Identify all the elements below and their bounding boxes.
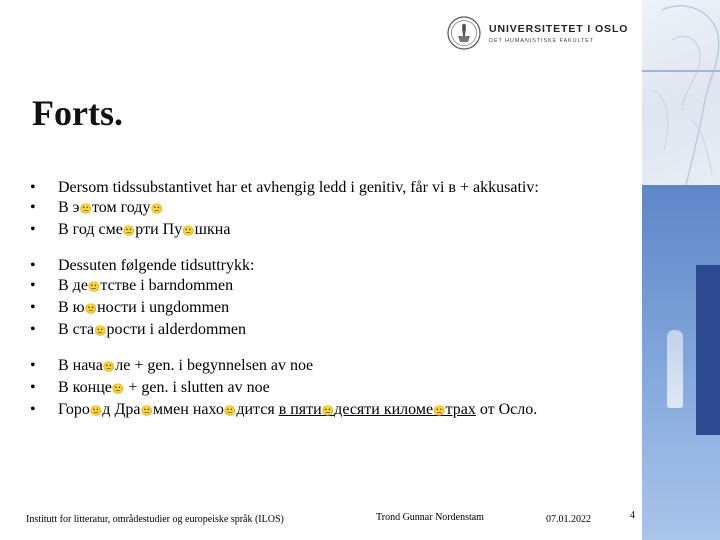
- footer-institute: Institutt for litteratur, områdestudier og europeiske språk (ILOS): [26, 514, 284, 525]
- dark-blue-bar: [696, 265, 720, 435]
- bullet-item: • Dersom tidssubstantivet har et avhengig ledd i genitiv, får vi в + akkusativ:: [30, 178, 630, 198]
- missing-glyph-icon: 🙁: [94, 326, 107, 337]
- slide-title: Forts.: [32, 93, 123, 133]
- decorative-line: [642, 70, 720, 72]
- missing-glyph-icon: 🙁: [122, 226, 136, 237]
- missing-glyph-icon: 🙁: [84, 304, 98, 315]
- footer-author: Trond Gunnar Nordenstam: [376, 512, 484, 523]
- university-logo: [447, 16, 628, 50]
- missing-glyph-icon: 🙁: [433, 406, 446, 417]
- statue-figure: [667, 330, 683, 408]
- missing-glyph-icon: 🙁: [140, 406, 153, 417]
- bullet-group-2: [30, 256, 630, 342]
- bullet-item: • В год сме🙁рти Пу🙁шкна: [30, 220, 630, 242]
- missing-glyph-icon: 🙁: [79, 204, 92, 215]
- bullet-item: • Горо🙁д Дра🙁ммен нахо🙁дится в пяти🙁десяти киломе🙁трах от Осло.: [30, 400, 630, 422]
- bullet-group-1: [30, 178, 630, 242]
- footer-date: 07.01.2022: [546, 514, 591, 525]
- missing-glyph-icon: 🙁: [223, 406, 237, 417]
- bullet-item: • Dessuten følgende tidsuttrykk:: [30, 256, 630, 276]
- missing-glyph-icon: 🙁: [321, 406, 335, 417]
- missing-glyph-icon: 🙁: [182, 226, 195, 237]
- bullet-item: • В конце🙁 + gen. i slutten av noe: [30, 378, 630, 400]
- bullet-item: • В ю🙁ности i ungdommen: [30, 298, 630, 320]
- faculty-name: DET HUMANISTISKE FAKULTET: [489, 37, 595, 44]
- missing-glyph-icon: 🙁: [150, 204, 163, 215]
- page-number: 4: [630, 510, 635, 521]
- bullet-item: • В нача🙁ле + gen. i begynnelsen av noe: [30, 356, 630, 378]
- bullet-item: • В ста🙁рости i alderdommen: [30, 320, 630, 342]
- university-name: UNIVERSITETET I OSLO: [489, 22, 629, 35]
- missing-glyph-icon: 🙁: [102, 362, 116, 373]
- slide-body: [30, 178, 630, 422]
- missing-glyph-icon: 🙁: [87, 282, 101, 293]
- decorative-side-panel: [642, 0, 720, 540]
- bullet-item: • В де🙁тстве i barndommen: [30, 276, 630, 298]
- bullet-group-3: [30, 356, 630, 422]
- missing-glyph-icon: 🙁: [89, 406, 103, 417]
- sculpture-image: [642, 0, 720, 185]
- missing-glyph-icon: 🙁: [111, 384, 125, 395]
- bullet-item: • В э🙁том году🙁: [30, 198, 630, 220]
- university-seal-icon: [447, 16, 481, 50]
